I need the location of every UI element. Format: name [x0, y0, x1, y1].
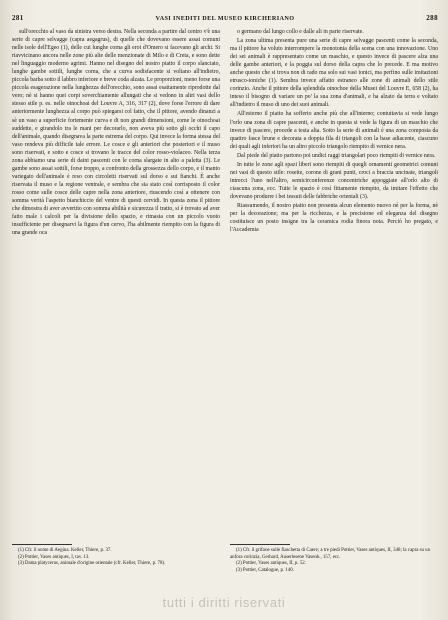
right-footnotes [230, 544, 438, 574]
running-title: VASI INEDITI DEL MUSEO KIRCHERIANO [155, 14, 295, 22]
footnote: (3) Pottier, Catalogue, p. 140. [236, 567, 294, 573]
footnote: (2) Pottier, Vases antiques, II, p. 52. [236, 561, 306, 567]
footnote-rule [12, 544, 72, 545]
footnote: (2) Pottier, Vases antiques, I, tav. 13. [18, 554, 90, 560]
paragraph: Dal piede del piatto partono poi undici raggi triangolari poco riempiti di vernice nera. [237, 152, 436, 159]
left-page-number: 281 [12, 14, 24, 22]
paragraph: In tutte le zone agli spazi liberi sono riempiti di quegli ornamenti geometrici comuni nei vasi di questo stile: rosette, corone di grani punti, croci a braccia uncinate, triangoli intrecci l'uno nell'altro, semicirconferenze concentriche appoggiate all'orlo alto di ciascuna zona, ecc. Tutte le spazio è così fittamente riempito, da imitare l'effetto che dovevano produrre i bei tessuti delle fabbriche orientali (3). [230, 161, 438, 200]
footnote: (1) Cfr. il grifone sulle fiaschetta di Caere; a tre piedi Pottier, Vases antiques, II, 348; la capra su un anfora corinzia, Gerhard, Auserlesene Vasenb., 157, ecc. [230, 548, 431, 560]
paragraph: La zona ultima presenta pure una serie di capre selvagge pascenti come la seconda, ma il pittore ha voluto interrompere la monotonia della scena con una innovazione. Uno dei sei animali è rappresentato come un maschio, e questo invece di pascere alza una delle gambe anteriori, e la poggia sul dorso della capra che lo precede. E ma motivo anche questo che si trova non di rado ma solo sui vasi ionici, ma perfino sulle imitazioni etrusco-ioniche (1). Sembra invece affatto estraneo alle zone di animali dello stile corinzio. Anche il pittore della splendida oinochoe della Musei del Louvre E, 658 (2), ha inteso il bisogno di variare un po' la sua zona d'animali, e ha alzato da terra e voltato all'indietro il muso di uno dei suoi animali. [230, 38, 438, 109]
footnote-rule [230, 544, 290, 545]
paragraph: Riassumendo, il nostro piatto non presenta alcun elemento nuovo nè per la forma, nè per la decorazione; ma per la ricchezza, e la precisione ed eleganza del disegno costituisce un posto insigne tra la ceramica rodia finora nota. Perciò ho pregato, e l'Accademia [230, 202, 438, 234]
footnotes [12, 544, 438, 574]
paragraph: o germano dal lungo collo e dalle ali in parte riservate. [237, 29, 364, 35]
footnote: (1) Cfr. il nome di Aegina. Keller, Thiere, p. 37. [18, 548, 112, 553]
running-header [12, 12, 438, 24]
left-column [12, 28, 220, 540]
left-footnotes [12, 544, 220, 574]
right-column [230, 28, 438, 540]
paragraph: All'esterno il piatto ha sofferto anche più che all'interno; contuttavia si vede lungo l'orlo una zona di capre pascenti, e anche in questa si vede la figura di un maschio che invece di pascere, procede a testa alta. Sotto la serie di animali è una zona composta da quattro fasce brune e decorata a doppia fila di triangoli con la base adiacente, ciascuno dei quali agli inferiori ha un altro piccolo triangolo riempito di vernice nera. [230, 111, 438, 150]
footnote: (3) Dama platycerus, animale d'origine orientale (cfr. Keller, Thiere, p. 78). [18, 561, 166, 567]
right-page-number: 288 [426, 14, 438, 22]
paragraph: sull'orecchio al vaso da sinistra verso destra. Nella seconda a partire dal centro v'è una serie di capre selvagge (capra aegagrus), di quelle che dovevano essere assai comuni nelle isole dell'Egeo (1), delle cui lunghe corna gli eroi d'Omero si facevano gli archi. Si riavvicinano ancora nelle zone più alte delle menzionate di Milo e di Creta, e sono dette nel linguaggio moderno agrimi. Hanno nel disegno del nostro piatto il corpo slanciato, lunghe gambe sottili, lunghe corna, che a curva sodisfacente si voltano all'indietro, piccola barba sotto il labbro inferiore e breve coda alzata. Le proporzioni, meno forse una piccola esagerazione nella lunghezza dell'orecchio, sono assai esattamente riprodotte dal vero; nè si hanno quei corpi soverchiamente allungati che si vedono in altri vasi dello stesso stile p. es. nelle oinochoai del Louvre A, 316, 317 (2), dove forse l'errore di dare anteriormente lunghezza al corpo può spiegarsi col fatto, che il pittore, avendo dinanzi a sè un vaso a superficie fortemente curva e di non grandi dimensioni, come le oinochoai suddette, e girandolo tra le mani per decorarlo, non aveva più sotto gli occhi il capo dell'animale, quando disegnava la parte estrema del corpo. Qui invece la forma stessa del vaso rendeva più difficile tale errore. Le cosce e gli anteriori che posteriori e il muso sono riservati, e sotto e cosce si trovano le tracce del color rosso-violaceo. Nella terza zona abbiamo una serie di daini pascenti con le corna slargate in alto a paletta (3). Le gambe sono assai sottili, forse troppo, a confronto della grossezza dello corpo, e il manto variegato dell'animale è reso con circoletti riservati sul dorso e sui fianchi. È anche riservata il muso e la regione ventrale, e sembra che sia stato così corrisposto il color rosso come sulle cosce delle capre nella zona anteriore, riuscendo così a ottenere con somma verità l'aspetto bianchiccio del ventre di questi cervidi. In questa zona il pittore che dimostra di aver avvertito con somma abilità e sicurezza il tratto, si è trovato ad aver fatto male i calcoli per la divisione dello spazio, e rimasta con un piccolo vuoto insufficiente per disegnarvi la figura d'un cervo, l'ha abilmente riempito con la figura di una grande oca [12, 29, 220, 237]
watermark: tutti i diritti riservati [162, 595, 286, 610]
text-body [12, 28, 438, 540]
